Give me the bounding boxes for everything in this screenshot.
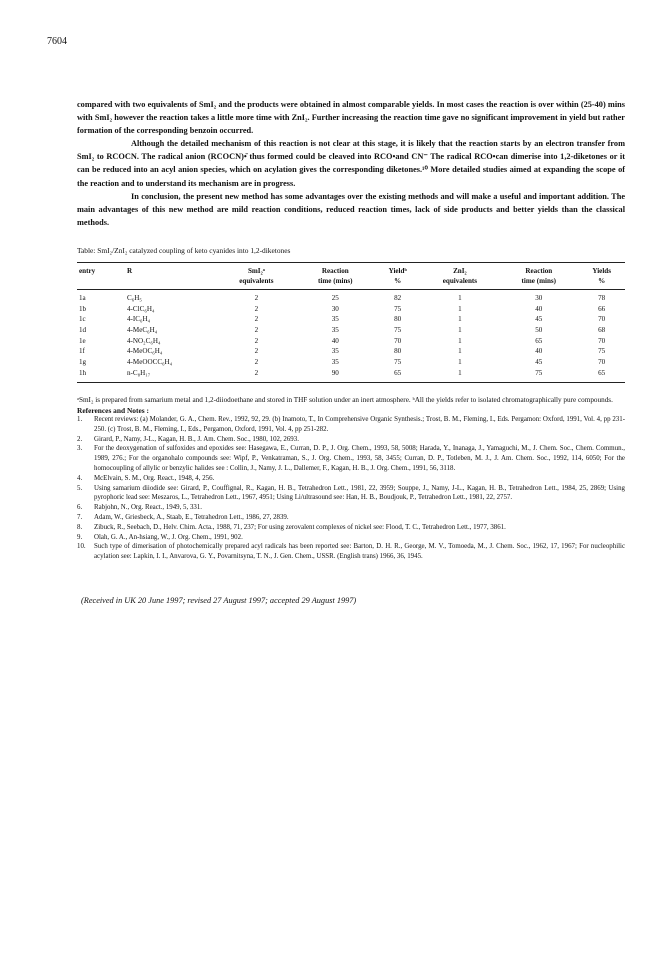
reference-item	[77, 533, 625, 543]
header-smi2-yield: Yieldᵇ %	[388, 266, 407, 286]
reference-number: 8.	[77, 523, 83, 531]
table-cell: 40	[535, 304, 543, 313]
reference-item	[77, 503, 625, 513]
table-header-row	[77, 262, 625, 289]
table-cell: 35	[331, 315, 339, 324]
table-cell: 90	[331, 368, 339, 377]
table-cell: 2	[254, 347, 259, 356]
table-cell: 45	[535, 358, 543, 367]
table-cell: 1a	[79, 293, 86, 302]
table-cell: 30	[331, 304, 339, 313]
table-row	[77, 304, 625, 315]
reference-text: Zibuck, R., Seebach, D., Helv. Chim. Acta., 1988, 71, 237; For using zerovalent complexes of nickel see: Flood, T. C., Tetrahedron Lett., 1977, 3861.	[94, 523, 506, 531]
table-cell: 1f	[79, 347, 85, 356]
table-cell: 35	[331, 358, 339, 367]
table-footnote: ᵃSmI₂ is prepared from samarium metal and 1,2-diiodoethane and stored in THF solution under an inert atmosphere. ᵇAll the yields refer to isolated chromatographically pure compounds.	[77, 395, 613, 404]
paragraph-mechanism: Although the detailed mechanism of this reaction is not clear at this stage, it is likely that the reaction starts by an electron transfer from SmI₂ to RCOCN. The radical anion (RCOCN)•̄ thus formed could be cleaved into RCO•and CN⁻ The radical RCO•can dimerise into 1,2-diketones or it can be reduced into an acyl anion species, which on acylation gives the corresponding diketones.¹⁰ More detailed studies aimed at expanding the scope of the reaction and to understand its mechanism are in progress.	[77, 139, 625, 188]
table-cell: 35	[331, 326, 339, 335]
table-row	[77, 314, 625, 325]
table-caption: Table: SmI₂/ZnI₂ catalyzed coupling of keto cyanides into 1,2-diketones	[77, 245, 291, 255]
reference-number: 9.	[77, 533, 83, 541]
header-smi2-equivalents: SmI₂ᵃ equivalents	[239, 266, 274, 286]
table-cell: C₆H₅	[127, 293, 142, 302]
table-cell: 65	[598, 368, 606, 377]
references-heading: References and Notes :	[77, 405, 149, 415]
reference-text: Adam, W., Griesbeck, A., Staab, E., Tetrahedron Lett., 1986, 27, 2839.	[94, 513, 289, 521]
reference-number: 4.	[77, 474, 83, 482]
references-list	[77, 415, 625, 562]
reference-text: Recent reviews: (a) Molander, G. A., Chem. Rev., 1992, 92, 29. (b) Inamoto, T., In Comprehensive Organic Synthesis.; Trost, B. M., Fleming, I., Eds. Pergamon: Oxford, 1991, Vol. 4, pp 231-250. (c) Trost, B. M., Fleming, I., Eds., Pergamon, Oxford, 1991, Vol. 4, pp 251-282.	[94, 415, 625, 433]
reference-number: 5.	[77, 484, 83, 492]
reference-item	[77, 444, 625, 473]
header-r: R	[127, 266, 133, 275]
table-cell: 4-MeOC₆H₄	[127, 347, 163, 356]
table-cell: 2	[254, 326, 259, 335]
reference-item	[77, 523, 625, 533]
table-cell: 30	[535, 293, 543, 302]
reference-text: For the deoxygenation of sulfoxides and epoxides see: Hasegawa, E., Curran, D. P., J. Org. Chem., 1993, 58, 5008; Harada, Y., Inanaga, J., Yamaguchi, M., J. Chem. Soc., Chem. Commun., 1989, 276.; For the organohalo compounds see: Wipf, P., Venkatraman, S., J. Org. Chem., 1993, 58, 3455; Curran, D. P., Totleben, M. J., J. Am. Chem. Soc., 1992, 114, 6050; For the homocoupling of allylic or benzylic halides see : Collin, J., Namy, J. L., Dallemer, F., Kagan, H. B., J. Org. Chem., 1991, 56, 3118.	[94, 445, 625, 472]
table-cell: 50	[535, 326, 543, 335]
reference-item	[77, 513, 625, 523]
table-body	[77, 289, 625, 382]
table-cell: 1	[458, 368, 462, 377]
table-row	[77, 336, 625, 347]
table-cell: 2	[254, 315, 259, 324]
reference-text: McElvain, S. M., Org. React., 1948, 4, 256.	[94, 474, 215, 482]
reference-item	[77, 415, 625, 435]
reference-item	[77, 474, 625, 484]
table-cell: 2	[254, 368, 259, 377]
table-cell: 75	[394, 358, 402, 367]
table-row	[77, 368, 625, 382]
table-row	[77, 289, 625, 303]
header-zni2-reaction-time: Reaction time (mins)	[521, 266, 557, 286]
table-cell: 2	[254, 293, 259, 302]
reference-text: Such type of dimerisation of photochemically prepared acyl radicals has been reported see: Barton, D. H. R., George, M. V., Tomoeda, M., J. Chem. Soc., 1962, 17, 1967; For nucleophilic acylation see: Lapkin, I. I., Anvarova, G. Y., Povarnitsyna, T. N., J. Gen. Chem., USSR. (English trans) 1966, 36, 1945.	[94, 543, 625, 561]
table-cell: 65	[535, 336, 543, 345]
table-cell: 65	[394, 368, 402, 377]
table-cell: 66	[598, 304, 606, 313]
reference-number: 2.	[77, 435, 83, 443]
page-number: 7604	[47, 36, 67, 47]
table-cell: 1	[458, 293, 462, 302]
paragraph-comparison: compared with two equivalents of SmI₂ and the products were obtained in almost comparable yields. In most cases the reaction is over within (25-40) mins with SmI₂ however the reaction takes a little more time with ZnI₂. Further increasing the reaction time gave no significant improvement in yield but rather formation of the corresponding benzoin occurred.	[77, 100, 625, 136]
reference-number: 3.	[77, 445, 83, 453]
reference-number: 1.	[77, 415, 83, 423]
table-cell: 4-MeC₆H₄	[127, 326, 158, 335]
table-cell: 78	[598, 293, 606, 302]
table-cell: 1	[458, 326, 462, 335]
table-cell: 1g	[79, 358, 87, 367]
table-cell: 1	[458, 336, 462, 345]
table-cell: 4-ClC₆H₄	[127, 304, 155, 313]
table-cell: 4-MeOOCC₆H₄	[127, 358, 173, 367]
table-cell: 75	[394, 326, 402, 335]
results-table	[77, 262, 625, 383]
table-cell: 35	[331, 347, 339, 356]
reference-text: Girard, P., Namy, J-L., Kagan, H. B., J. Am. Chem. Soc., 1980, 102, 2693.	[94, 435, 299, 443]
table-cell: 1c	[79, 315, 86, 324]
table-row	[77, 346, 625, 357]
header-entry: entry	[79, 266, 96, 275]
table-cell: 4-NO₂C₆H₄	[127, 336, 161, 345]
table-cell: 80	[394, 315, 402, 324]
table-cell: 68	[598, 326, 606, 335]
table-cell: 70	[394, 336, 402, 345]
paragraph-conclusion: In conclusion, the present new method has some advantages over the existing methods and will make a useful and important addition. The main advantages of this new method are mild reaction conditions, reduced reaction times, lack of side products and better yields than the classical methods.	[77, 191, 625, 227]
table-cell: 1	[458, 347, 462, 356]
table-cell: 1d	[79, 326, 87, 335]
table-cell: 82	[394, 293, 402, 302]
reference-item	[77, 484, 625, 504]
table-row	[77, 357, 625, 368]
table-cell: 75	[535, 368, 543, 377]
table-cell: 70	[598, 336, 606, 345]
reference-number: 7.	[77, 513, 83, 521]
reference-text: Olah, G. A., An-hsiang, W., J. Org. Chem., 1991, 902.	[94, 533, 243, 541]
table-cell: 75	[598, 347, 606, 356]
reference-item	[77, 435, 625, 445]
reference-text: Rabjohn, N., Org. React., 1949, 5, 331.	[94, 504, 203, 512]
table-cell: 70	[598, 358, 606, 367]
reference-text: Using samarium diiodide see: Girard, P., Couffignal, R., Kagan, H. B., Tetrahedron Lett., 1981, 22, 3959; Souppe, J., Namy, J-L., Kagan, H. B., Tetrahedron Lett., 1984, 25, 2869; Using pyrophoric lead see: Meszaros, L., Tetrahedron Lett., 1967, 4951; Using Li/ultrasound see: Han, H. B., Boudjouk, P., Tetrahedron Lett., 1981, 22, 2757.	[94, 484, 625, 502]
table-cell: 45	[535, 315, 543, 324]
table-cell: 80	[394, 347, 402, 356]
table-cell: 40	[535, 347, 543, 356]
table-cell: 1	[458, 358, 462, 367]
table-cell: 1	[458, 315, 462, 324]
table-cell: 4-IC₆H₄	[127, 315, 151, 324]
reference-item	[77, 542, 625, 562]
received-dates: (Received in UK 20 June 1997; revised 27 August 1997; accepted 29 August 1997)	[81, 595, 357, 605]
table-cell: 1	[458, 304, 462, 313]
table-cell: 75	[394, 304, 402, 313]
header-zni2-equivalents: ZnI₂ equivalents	[442, 266, 478, 286]
reference-number: 6.	[77, 504, 83, 512]
table-cell: 2	[254, 358, 259, 367]
table-cell: 1h	[79, 368, 87, 377]
header-smi2-reaction-time: Reaction time (mins)	[318, 266, 353, 286]
reference-number: 10.	[77, 543, 86, 551]
table-cell: n-C₈H₁₇	[127, 368, 151, 377]
table-cell: 1e	[79, 336, 86, 345]
table-cell: 70	[598, 315, 606, 324]
table-cell: 1b	[79, 304, 87, 313]
table-row	[77, 325, 625, 336]
table-cell: 40	[331, 336, 339, 345]
table-cell: 2	[254, 336, 259, 345]
page-content	[77, 98, 625, 605]
table-cell: 25	[331, 293, 339, 302]
table-cell: 2	[254, 304, 259, 313]
header-zni2-yields: Yields %	[592, 266, 611, 286]
